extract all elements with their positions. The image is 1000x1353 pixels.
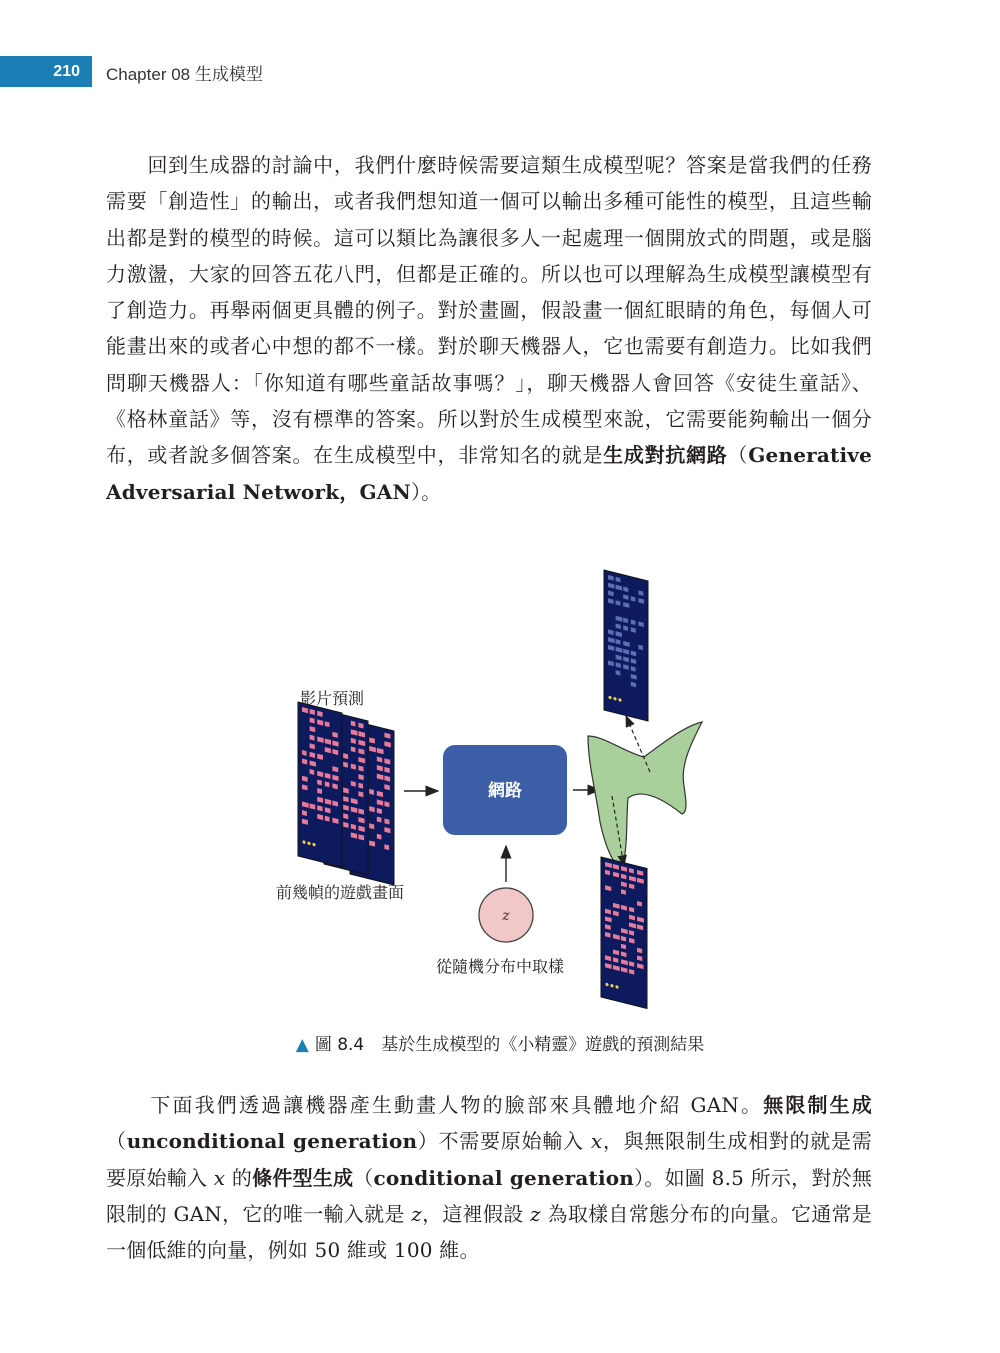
label-random-sampling: 從隨機分布中取樣 — [436, 957, 565, 976]
var-x: x — [590, 1129, 603, 1154]
page-number: 210 — [0, 56, 92, 87]
term-gan-en: Generative Adversarial Network，GAN — [106, 443, 872, 504]
output-frame-top-image — [604, 570, 648, 721]
z-label: z — [502, 908, 510, 924]
output-frame-bottom-image — [601, 857, 647, 1008]
var-z: z — [530, 1201, 541, 1226]
label-video-prediction: 影片預測 — [300, 689, 365, 708]
var-x: x — [213, 1165, 226, 1190]
body-paragraph-1: 回到生成器的討論中，我們什麼時候需要這類生成模型呢？答案是當我們的任務需要「創造性」的輸出，或者我們想知道一個可以輸出多種可能性的模型，且這些輸出都是對的模型的時候。這可以類比為讓很多人一起處理一個開放式的問題，或是腦力激盪，大家的回答五花八門，但都是正確的。所以也可以理解為生成模型讓模型有了創造力。再舉兩個更具體的例子。對於畫圖，假設畫一個紅眼睛的角色，每個人可能畫出來的或者心中想的都不一樣。對於聊天機器人，它也需要有創造力。比如我們問聊天機器人：「你知道有哪些童話故事嗎？」，聊天機器人會回答《安徒生童話》、《格林童話》等，沒有標準的答案。所以對於生成模型來說，它需要能夠輸出一個分布，或者說多個答案。在生成模型中，非常知名的就是生成對抗網路（Generative Adversarial Network，GAN）。 — [106, 153, 872, 504]
caption-text: 圖 8.4 基於生成模型的《小精靈》遊戲的預測結果 — [314, 1035, 705, 1055]
chapter-title: 生成模型 — [194, 65, 263, 84]
input-frames-stack — [298, 702, 394, 885]
network-label: 網路 — [488, 781, 522, 801]
term-conditional-en: conditional generation — [373, 1165, 635, 1190]
label-previous-frames: 前幾幀的遊戲畫面 — [276, 883, 405, 902]
body-paragraph-2: 下面我們透過讓機器產生動畫人物的臉部來具體地介紹 GAN。無限制生成（unconditional generation）不需要原始輸入 x，與無限制生成相對的就是需要原始輸入 x 的條件型生成（conditional generation）。如圖 8.5 所示，對於無限制的 GAN，它的唯一輸入就是 z，這裡假設 z 為取樣自常態分布的向量。它通常是一個低維的向量，例如 50 維或 100 維。 — [106, 1093, 873, 1263]
distribution-blob — [588, 722, 702, 867]
running-head — [106, 60, 263, 85]
output-frame-bottom — [601, 857, 647, 1008]
chapter-number: Chapter 08 — [106, 65, 191, 84]
term-gan-zh: 生成對抗網路 — [603, 443, 728, 468]
figure-8-4 — [0, 560, 1000, 1030]
term-unconditional-en: unconditional generation — [126, 1129, 418, 1154]
caption-marker-icon: ▲ — [295, 1035, 309, 1055]
output-frame-top — [604, 570, 648, 721]
term-unconditional-zh: 無限制生成 — [763, 1093, 873, 1117]
term-conditional-zh: 條件型生成 — [252, 1165, 354, 1190]
var-z: z — [411, 1201, 423, 1226]
input-frame-1 — [298, 702, 342, 867]
figure-caption — [0, 1030, 1000, 1055]
